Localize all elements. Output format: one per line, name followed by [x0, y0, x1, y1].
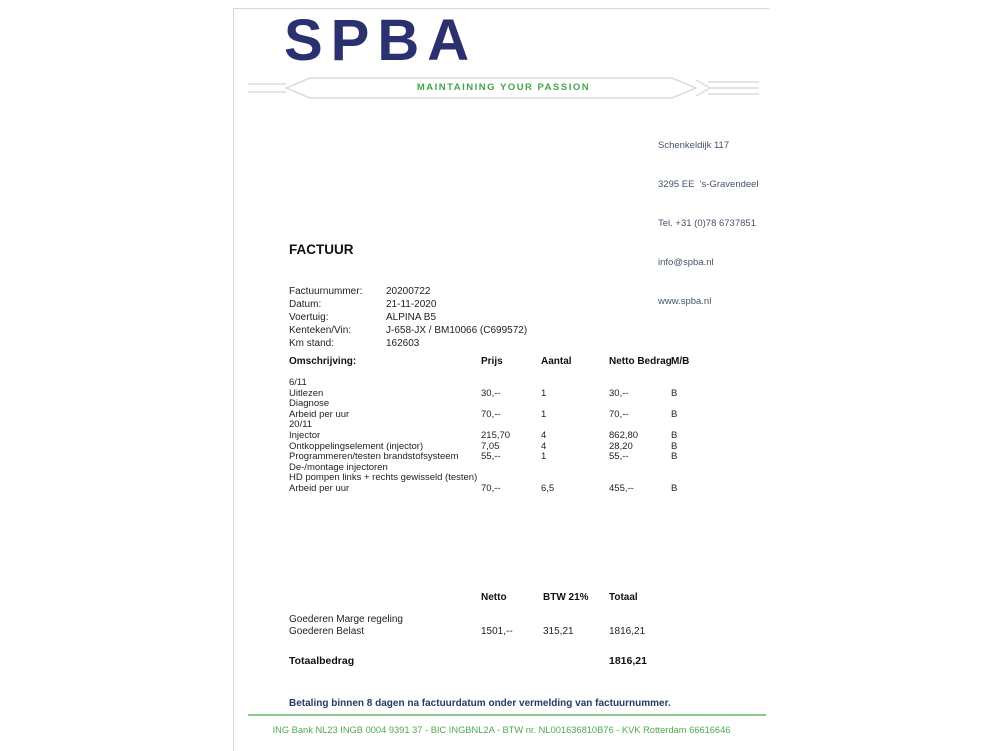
- meta-label: Kenteken/Vin:: [289, 325, 352, 336]
- item-price: 215,70: [481, 429, 511, 441]
- grand-total-label: Totaalbedrag: [289, 655, 355, 667]
- footer-divider: [248, 714, 766, 716]
- item-description: Diagnose: [289, 398, 330, 410]
- meta-label: Datum:: [289, 299, 322, 310]
- items-table: [289, 378, 739, 495]
- invoice-page: [233, 8, 769, 751]
- item-net-amount: 55,--: [609, 451, 629, 463]
- address-line: Schenkeldijk 117: [658, 140, 730, 151]
- totals-row-marge: [289, 614, 739, 626]
- column-header-description: Omschrijving:: [289, 356, 357, 367]
- item-price: 7,05: [481, 440, 500, 452]
- item-quantity: 1: [541, 387, 547, 399]
- totals-header-net: Netto: [481, 592, 507, 603]
- table-row: [289, 378, 739, 389]
- item-quantity: 1: [541, 408, 547, 420]
- item-net-amount: 455,--: [609, 482, 634, 494]
- item-mb: B: [671, 482, 678, 494]
- item-description: Arbeid per uur: [289, 482, 350, 494]
- payment-terms-note: Betaling binnen 8 dagen na factuurdatum onder vermelding van factuurnummer.: [289, 698, 671, 709]
- item-net-amount: 30,--: [609, 387, 629, 399]
- item-mb: B: [671, 387, 678, 399]
- item-description: HD pompen links + rechts gewisseld (testen): [289, 472, 478, 484]
- totals-total-value: 1816,21: [609, 625, 646, 637]
- table-row: [289, 431, 739, 442]
- item-price: 55,--: [481, 451, 501, 463]
- item-mb: B: [671, 408, 678, 420]
- meta-value: 162603: [386, 338, 420, 349]
- item-description: 6/11: [289, 377, 307, 388]
- page-title: FACTUUR: [289, 242, 354, 257]
- meta-value: ALPINA B5: [386, 312, 437, 323]
- item-mb: B: [671, 451, 678, 463]
- table-row: [289, 410, 739, 421]
- item-quantity: 1: [541, 451, 547, 463]
- meta-value: 21-11-2020: [386, 299, 437, 310]
- item-description: 20/11: [289, 419, 313, 431]
- item-price: 70,--: [481, 482, 501, 494]
- item-description: Programmeren/testen brandstofsysteem: [289, 451, 459, 463]
- totals-table: [289, 614, 739, 637]
- totals-net-value: 1501,--: [481, 625, 513, 637]
- bank-details-line: ING Bank NL23 INGB 0004 9391 37 - BIC INGBNL2A - BTW nr. NL001636810B76 - KVK Rotterdam 66616646: [272, 725, 731, 735]
- item-quantity: 4: [541, 429, 547, 441]
- item-mb: B: [671, 429, 678, 441]
- column-header-price: Prijs: [481, 356, 503, 367]
- item-description: Injector: [289, 429, 321, 441]
- meta-value: J-658-JX / BM10066 (C699572): [386, 325, 528, 336]
- company-website: www.spba.nl: [658, 296, 712, 307]
- item-description: Uitlezen: [289, 387, 324, 399]
- table-row: [289, 484, 739, 495]
- company-email: info@spba.nl: [658, 257, 714, 268]
- meta-label: Factuurnummer:: [289, 286, 363, 297]
- totals-row-belast: [289, 626, 739, 638]
- company-logo: SPBA: [284, 8, 478, 73]
- grand-total-value: 1816,21: [609, 655, 647, 667]
- totals-vat-value: 315,21: [543, 625, 574, 637]
- items-table-header: [289, 356, 739, 369]
- company-address: [658, 113, 759, 334]
- item-price: 70,--: [481, 408, 501, 420]
- totals-header-total: Totaal: [609, 592, 638, 603]
- totals-row-label: Goederen Belast: [289, 625, 365, 637]
- item-description: De-/montage injectoren: [289, 461, 388, 473]
- item-mb: B: [671, 440, 678, 452]
- column-header-net-amount: Netto Bedrag: [609, 356, 672, 367]
- address-line: Tel. +31 (0)78 6737851: [658, 218, 756, 229]
- item-price: 30,--: [481, 387, 501, 399]
- item-quantity: 6,5: [541, 482, 555, 494]
- grand-total-row: [289, 655, 739, 668]
- totals-row-label: Goederen Marge regeling: [289, 614, 403, 625]
- item-description: Arbeid per uur: [289, 408, 350, 420]
- table-row: [289, 389, 739, 400]
- totals-header-vat: BTW 21%: [543, 592, 589, 603]
- address-line: 3295 EE 's-Gravendeel: [658, 179, 759, 190]
- item-net-amount: 862,80: [609, 429, 639, 441]
- item-net-amount: 28,20: [609, 440, 633, 452]
- company-tagline: MAINTAINING YOUR PASSION: [416, 82, 591, 93]
- meta-label: Voertuig:: [289, 312, 329, 323]
- column-header-quantity: Aantal: [541, 356, 572, 367]
- item-description: Ontkoppelingselement (injector): [289, 440, 424, 452]
- item-quantity: 4: [541, 440, 547, 452]
- meta-label: Km stand:: [289, 338, 335, 349]
- totals-header: [289, 592, 739, 605]
- meta-value: 20200722: [386, 286, 431, 297]
- column-header-mb: M/B: [671, 356, 690, 367]
- item-net-amount: 70,--: [609, 408, 629, 420]
